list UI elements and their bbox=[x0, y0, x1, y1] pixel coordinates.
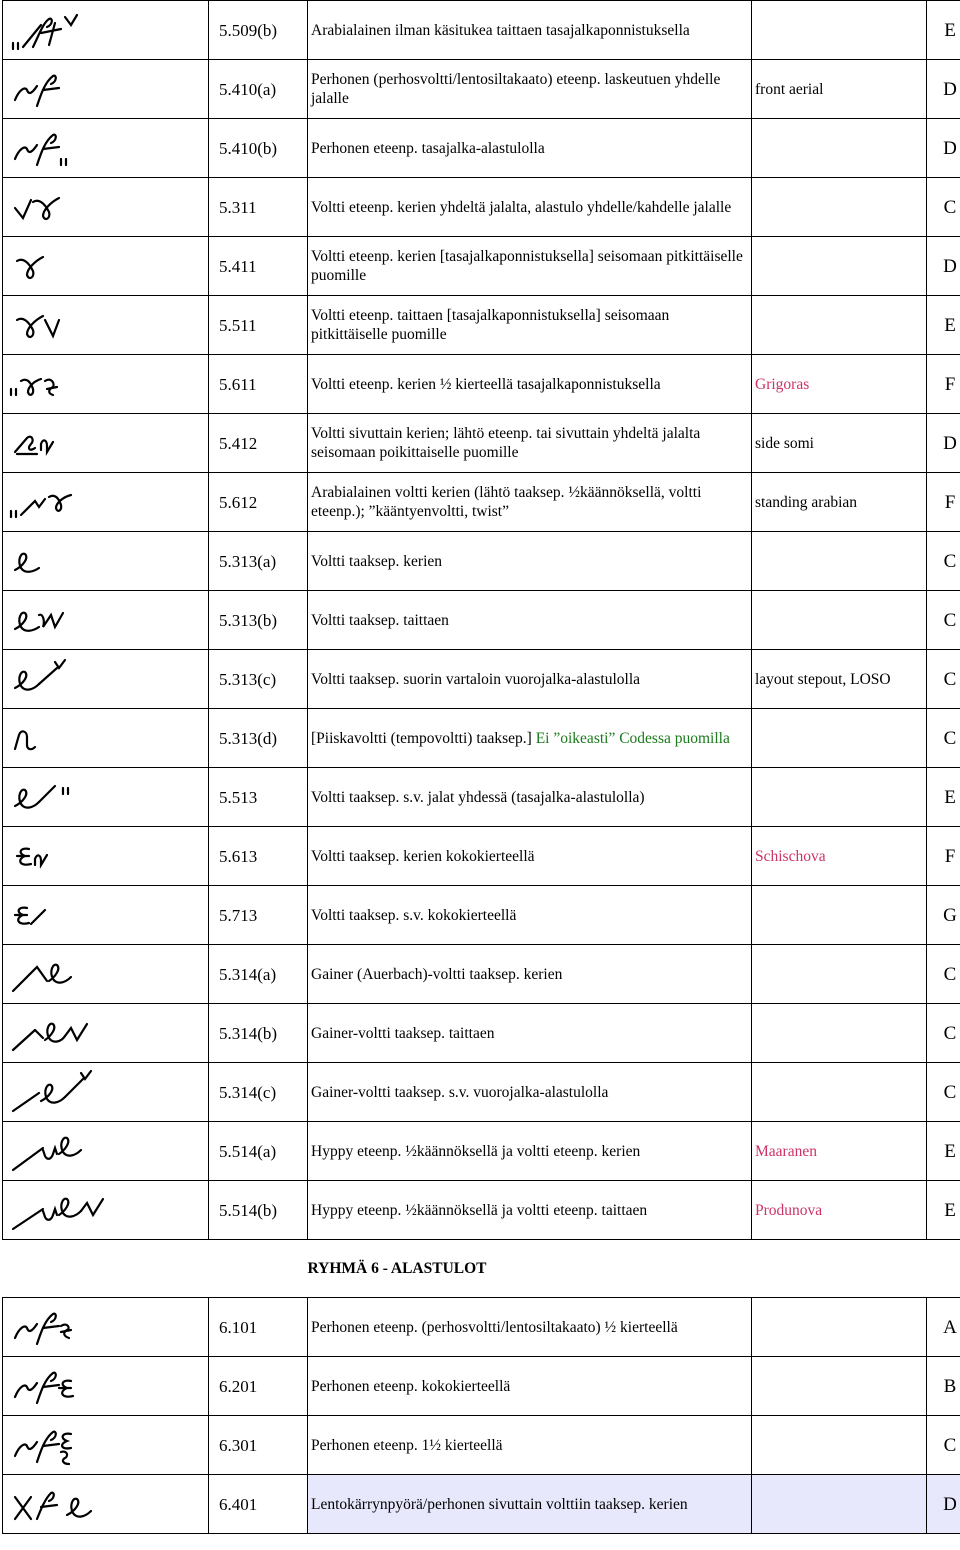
element-code: 5.514(b) bbox=[209, 1181, 308, 1240]
table-row bbox=[3, 1122, 960, 1181]
symbol-cell bbox=[3, 1, 209, 60]
difficulty-grade: D bbox=[927, 1475, 960, 1534]
back-salto-tuck-notation-icon bbox=[9, 536, 89, 586]
element-code: 5.314(a) bbox=[209, 945, 308, 1004]
element-name bbox=[752, 886, 927, 945]
back-salto-layout-notation-icon bbox=[9, 654, 89, 704]
symbol-cell bbox=[3, 414, 209, 473]
element-description: Gainer (Auerbach)-voltti taaksep. kerien bbox=[308, 945, 752, 1004]
table-row bbox=[3, 532, 960, 591]
element-code: 5.611 bbox=[209, 355, 308, 414]
element-name bbox=[752, 1063, 927, 1122]
table-row bbox=[3, 1181, 960, 1240]
element-name bbox=[752, 591, 927, 650]
table-row bbox=[3, 650, 960, 709]
gainer-layout-notation-icon bbox=[9, 1067, 99, 1117]
symbol-cell bbox=[3, 709, 209, 768]
element-description: Arabialainen voltti kerien (lähtö taaksep. ½käännöksellä, voltti eteenp.); ”kääntyenvoltti, twist” bbox=[308, 473, 752, 532]
table-row bbox=[3, 709, 960, 768]
element-name bbox=[752, 709, 927, 768]
element-code: 5.612 bbox=[209, 473, 308, 532]
element-description: Voltti eteenp. kerien [tasajalkaponnistuksella] seisomaan pitkittäiselle puomille bbox=[308, 237, 752, 296]
element-code: 6.401 bbox=[209, 1475, 308, 1534]
difficulty-grade: D bbox=[927, 119, 960, 178]
gainer-tuck-notation-icon bbox=[9, 949, 89, 999]
symbol-cell bbox=[3, 1416, 209, 1475]
element-code: 5.313(d) bbox=[209, 709, 308, 768]
difficulty-grade: D bbox=[927, 237, 960, 296]
element-name: Grigoras bbox=[752, 355, 927, 414]
table-row bbox=[3, 1475, 960, 1534]
element-name bbox=[752, 1, 927, 60]
element-description: Voltti taaksep. kerien kokokierteellä bbox=[308, 827, 752, 886]
symbol-cell bbox=[3, 1004, 209, 1063]
symbol-cell bbox=[3, 945, 209, 1004]
element-name bbox=[752, 768, 927, 827]
butterfly-two-feet-notation-icon bbox=[9, 123, 89, 173]
symbol-cell bbox=[3, 1122, 209, 1181]
difficulty-grade: C bbox=[927, 1416, 960, 1475]
symbol-cell bbox=[3, 650, 209, 709]
front-salto-tuck-notation-icon bbox=[9, 241, 89, 291]
element-name: Produnova bbox=[752, 1181, 927, 1240]
back-tuck-full-twist-notation-icon bbox=[9, 831, 89, 881]
element-code: 5.613 bbox=[209, 827, 308, 886]
section-title: RYHMÄ 6 - ALASTULOT bbox=[307, 1260, 487, 1277]
description-note: Ei ”oikeasti” Codessa puomilla bbox=[535, 729, 730, 747]
symbol-cell bbox=[3, 532, 209, 591]
element-description: Voltti sivuttain kerien; lähtö eteenp. tai sivuttain yhdeltä jalalta seisomaan poikittaiselle puomille bbox=[308, 414, 752, 473]
element-code: 5.311 bbox=[209, 178, 308, 237]
table-row bbox=[3, 591, 960, 650]
element-description: Perhonen (perhosvoltti/lentosiltakaato) eteenp. laskeutuen yhdelle jalalle bbox=[308, 60, 752, 119]
element-code: 6.201 bbox=[209, 1357, 308, 1416]
section-heading-row bbox=[3, 1240, 960, 1298]
element-description: Voltti taaksep. s.v. jalat yhdessä (tasajalka-alastulolla) bbox=[308, 768, 752, 827]
element-name: side somi bbox=[752, 414, 927, 473]
element-code: 6.101 bbox=[209, 1298, 308, 1357]
difficulty-grade: C bbox=[927, 945, 960, 1004]
element-description: Perhonen eteenp. kokokierteellä bbox=[308, 1357, 752, 1416]
whip-back-notation-icon bbox=[9, 713, 89, 763]
element-name: standing arabian bbox=[752, 473, 927, 532]
element-description: Voltti eteenp. taittaen [tasajalkaponnistuksella] seisomaan pitkittäiselle puomille bbox=[308, 296, 752, 355]
element-code: 5.313(a) bbox=[209, 532, 308, 591]
difficulty-grade: A bbox=[927, 1298, 960, 1357]
butterfly-notation-icon bbox=[9, 64, 89, 114]
difficulty-grade: C bbox=[927, 1063, 960, 1122]
table-row bbox=[3, 473, 960, 532]
standing-arabian-notation-icon bbox=[9, 477, 89, 527]
back-salto-pike-notation-icon bbox=[9, 595, 89, 645]
table-row bbox=[3, 414, 960, 473]
difficulty-grade: E bbox=[927, 1, 960, 60]
element-code: 5.513 bbox=[209, 768, 308, 827]
difficulty-grade: D bbox=[927, 60, 960, 119]
table-row bbox=[3, 355, 960, 414]
element-name bbox=[752, 296, 927, 355]
symbol-cell bbox=[3, 886, 209, 945]
element-name bbox=[752, 119, 927, 178]
element-code: 5.410(b) bbox=[209, 119, 308, 178]
element-code: 5.313(c) bbox=[209, 650, 308, 709]
symbol-cell bbox=[3, 768, 209, 827]
table-row bbox=[3, 827, 960, 886]
element-name bbox=[752, 1004, 927, 1063]
element-code: 5.314(b) bbox=[209, 1004, 308, 1063]
element-code: 5.514(a) bbox=[209, 1122, 308, 1181]
difficulty-grade: C bbox=[927, 591, 960, 650]
difficulty-grade: B bbox=[927, 1357, 960, 1416]
front-salto-one-foot-notation-icon bbox=[9, 182, 89, 232]
symbol-cell bbox=[3, 1063, 209, 1122]
table-row bbox=[3, 178, 960, 237]
element-name: Schischova bbox=[752, 827, 927, 886]
element-code: 5.313(b) bbox=[209, 591, 308, 650]
difficulty-grade: C bbox=[927, 1004, 960, 1063]
symbol-cell bbox=[3, 591, 209, 650]
symbol-cell bbox=[3, 178, 209, 237]
element-name bbox=[752, 237, 927, 296]
symbol-cell bbox=[3, 296, 209, 355]
symbol-cell bbox=[3, 355, 209, 414]
table-row bbox=[3, 768, 960, 827]
element-code: 5.412 bbox=[209, 414, 308, 473]
element-description: Perhonen eteenp. (perhosvoltti/lentosiltakaato) ½ kierteellä bbox=[308, 1298, 752, 1357]
table-row bbox=[3, 1, 960, 60]
back-layout-full-twist-notation-icon bbox=[9, 890, 89, 940]
difficulty-grade: F bbox=[927, 473, 960, 532]
difficulty-grade: E bbox=[927, 1181, 960, 1240]
difficulty-grade: C bbox=[927, 178, 960, 237]
element-code: 5.410(a) bbox=[209, 60, 308, 119]
element-description: Gainer-voltti taaksep. s.v. vuorojalka-alastulolla bbox=[308, 1063, 752, 1122]
element-description: Voltti eteenp. kerien ½ kierteellä tasajalkaponnistuksella bbox=[308, 355, 752, 414]
table-row bbox=[3, 945, 960, 1004]
difficulty-grade: E bbox=[927, 768, 960, 827]
symbol-cell bbox=[3, 60, 209, 119]
symbol-cell bbox=[3, 1181, 209, 1240]
description-text: [Piiskavoltti (tempovoltti) taaksep.] bbox=[311, 729, 532, 747]
element-name bbox=[752, 178, 927, 237]
element-description: Voltti taaksep. taittaen bbox=[308, 591, 752, 650]
table-row bbox=[3, 237, 960, 296]
table-row bbox=[3, 60, 960, 119]
difficulty-grade: C bbox=[927, 650, 960, 709]
table-row bbox=[3, 1298, 960, 1357]
element-description bbox=[308, 709, 752, 768]
element-name: layout stepout, LOSO bbox=[752, 650, 927, 709]
table-row bbox=[3, 1063, 960, 1122]
difficulty-grade: F bbox=[927, 827, 960, 886]
symbol-cell bbox=[3, 1475, 209, 1534]
element-name bbox=[752, 532, 927, 591]
table-row bbox=[3, 296, 960, 355]
arabian-twist-notation-icon bbox=[9, 5, 89, 55]
difficulty-grade: C bbox=[927, 709, 960, 768]
side-salto-notation-icon bbox=[9, 418, 89, 468]
element-name: Maaranen bbox=[752, 1122, 927, 1181]
front-salto-half-twist-notation-icon bbox=[9, 359, 89, 409]
butterfly-half-twist-notation-icon bbox=[9, 1302, 89, 1352]
element-description: Voltti taaksep. kerien bbox=[308, 532, 752, 591]
gainer-pike-notation-icon bbox=[9, 1008, 99, 1058]
symbol-cell bbox=[3, 1298, 209, 1357]
table-row bbox=[3, 119, 960, 178]
element-code: 5.511 bbox=[209, 296, 308, 355]
difficulty-grade: G bbox=[927, 886, 960, 945]
back-layout-two-feet-notation-icon bbox=[9, 772, 89, 822]
symbol-cell bbox=[3, 119, 209, 178]
element-name bbox=[752, 1298, 927, 1357]
element-name bbox=[752, 1475, 927, 1534]
element-description: Perhonen eteenp. tasajalka-alastulolla bbox=[308, 119, 752, 178]
table-row bbox=[3, 1004, 960, 1063]
symbol-cell bbox=[3, 473, 209, 532]
table-row bbox=[3, 886, 960, 945]
symbol-cell bbox=[3, 1357, 209, 1416]
element-description: Hyppy eteenp. ½käännöksellä ja voltti eteenp. kerien bbox=[308, 1122, 752, 1181]
difficulty-grade: C bbox=[927, 532, 960, 591]
element-description: Gainer-voltti taaksep. taittaen bbox=[308, 1004, 752, 1063]
element-name: front aerial bbox=[752, 60, 927, 119]
butterfly-one-half-twist-notation-icon bbox=[9, 1420, 89, 1470]
jump-half-turn-salto-pike-notation-icon bbox=[9, 1185, 119, 1235]
element-description: Hyppy eteenp. ½käännöksellä ja voltti eteenp. taittaen bbox=[308, 1181, 752, 1240]
element-description: Voltti taaksep. s.v. kokokierteellä bbox=[308, 886, 752, 945]
table-row bbox=[3, 1416, 960, 1475]
element-code: 5.411 bbox=[209, 237, 308, 296]
element-name bbox=[752, 1357, 927, 1416]
butterfly-full-twist-notation-icon bbox=[9, 1361, 89, 1411]
element-description: Perhonen eteenp. 1½ kierteellä bbox=[308, 1416, 752, 1475]
aerial-cartwheel-salto-notation-icon bbox=[9, 1479, 99, 1529]
element-description: Voltti eteenp. kerien yhdeltä jalalta, alastulo yhdelle/kahdelle jalalle bbox=[308, 178, 752, 237]
element-code: 5.314(c) bbox=[209, 1063, 308, 1122]
element-code: 5.713 bbox=[209, 886, 308, 945]
element-description: Arabialainen ilman käsitukea taittaen tasajalkaponnistuksella bbox=[308, 1, 752, 60]
element-name bbox=[752, 1416, 927, 1475]
elements-table bbox=[2, 0, 960, 1534]
element-description: Lentokärrynpyörä/perhonen sivuttain volttiin taaksep. kerien bbox=[308, 1475, 752, 1534]
jump-half-turn-salto-tuck-notation-icon bbox=[9, 1126, 99, 1176]
element-code: 5.509(b) bbox=[209, 1, 308, 60]
table-row bbox=[3, 1357, 960, 1416]
difficulty-grade: D bbox=[927, 414, 960, 473]
symbol-cell bbox=[3, 827, 209, 886]
difficulty-grade: E bbox=[927, 296, 960, 355]
difficulty-grade: E bbox=[927, 1122, 960, 1181]
element-code: 6.301 bbox=[209, 1416, 308, 1475]
symbol-cell bbox=[3, 237, 209, 296]
front-salto-pike-notation-icon bbox=[9, 300, 89, 350]
element-description: Voltti taaksep. suorin vartaloin vuorojalka-alastulolla bbox=[308, 650, 752, 709]
element-name bbox=[752, 945, 927, 1004]
difficulty-grade: F bbox=[927, 355, 960, 414]
